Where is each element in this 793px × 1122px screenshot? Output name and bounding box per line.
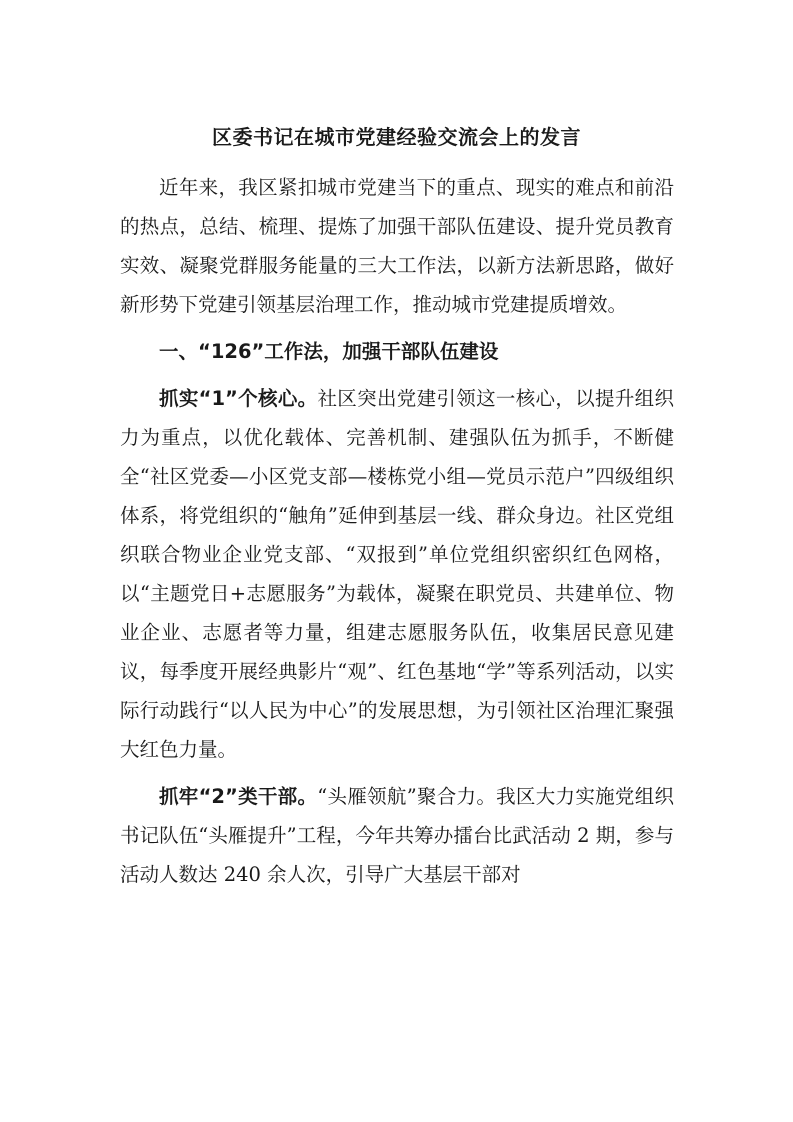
paragraph-core xyxy=(120,379,674,769)
section-heading: 一、“126”工作法，加强干部队伍建设 xyxy=(159,340,499,363)
document-body xyxy=(120,168,674,894)
paragraph-text: “头雁领航”聚合力。我区大力实施党组织书记队伍“头雁提升”工程，今年共筹办擂台比武活动 2 期，参与活动人数达 240 余人次，引导广大基层干部对 xyxy=(120,785,674,886)
document-title: 区委书记在城市党建经验交流会上的发言 xyxy=(212,125,581,149)
paragraph-lead: 抓牢“2”类干部。 xyxy=(159,785,318,808)
paragraph-text: 社区突出党建引领这一核心，以提升组织力为重点，以优化载体、完善机制、建强队伍为抓手，不断健全“社区党委—小区党支部—楼栋党小组—党员示范户”四级组织体系，将党组织的“触角”延伸到基层一线、群众身边。社区党组织联合物业企业党支部、“双报到”单位党组织密织红色网格，以“主题党日+志愿服务”为载体，凝聚在职党员、共建单位、物业企业、志愿者等力量，组建志愿服务队伍，收集居民意见建议，每季度开展经典影片“观”、红色基地“学”等系列活动，以实际行动践行“以人民为中心”的发展思想，为引领社区治理汇聚强大红色力量。 xyxy=(120,387,674,761)
paragraph-cadres xyxy=(120,777,674,894)
intro-paragraph: 近年来，我区紧扣城市党建当下的重点、现实的难点和前沿的热点，总结、梳理、提炼了加强干部队伍建设、提升党员教育实效、凝聚党群服务能量的三大工作法，以新方法新思路，做好新形势下党建引领基层治理工作，推动城市党建提质增效。 xyxy=(120,176,674,316)
paragraph-lead: 抓实“1”个核心。 xyxy=(159,387,318,410)
